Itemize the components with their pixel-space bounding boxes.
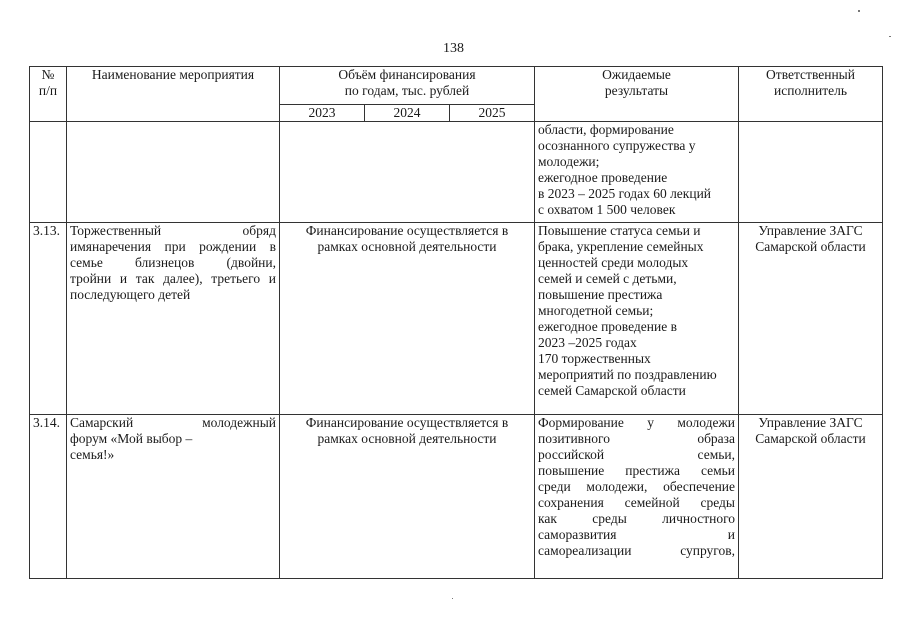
page-number: 138 (443, 41, 464, 56)
row-results: Формирование у молодежи позитивного образа российской семьи, повышение престижа семьи среди молодежи, обеспечение сохранения семейной среды как среды личностного саморазвития и самореализации супругов, (535, 415, 739, 579)
col-header-name: Наименование мероприятия (67, 67, 280, 122)
row-name: Самарский молодежный форум «Мой выбор – семья!» (67, 415, 280, 579)
table-row (30, 122, 883, 223)
table-row (30, 223, 883, 415)
scan-speck (889, 36, 891, 37)
row-responsible: Управление ЗАГС Самарской области (739, 415, 883, 579)
scan-speck (452, 598, 453, 599)
col-header-results: Ожидаемые результаты (535, 67, 739, 122)
row-num: 3.14. (30, 415, 67, 579)
row-name (67, 122, 280, 223)
row-responsible: Управление ЗАГС Самарской области (739, 223, 883, 415)
year-2024: 2024 (365, 105, 450, 122)
row-results: Повышение статуса семьи и брака, укрепление семейных ценностей среди молодых семей и семей с детьми, повышение престижа многодетной семьи; ежегодное проведение в 2023 –2025 годах 170 торжественных мероприятий по поздравлению семей Самарской области (535, 223, 739, 415)
year-2025: 2025 (450, 105, 535, 122)
row-funding (280, 122, 535, 223)
row-name: Торжественный обряд имянаречения при рождении в семье близнецов (двойни, тройни и так далее), третьего и последующего детей (67, 223, 280, 415)
row-results: области, формирование осознанного супружества у молодежи; ежегодное проведение в 2023 – 2025 годах 60 лекций с охватом 1 500 человек (535, 122, 739, 223)
col-header-funding: Объём финансирования по годам, тыс. рублей (280, 67, 535, 105)
row-responsible (739, 122, 883, 223)
row-num: 3.13. (30, 223, 67, 415)
row-funding: Финансирование осуществляется в рамках основной деятельности (280, 415, 535, 579)
events-table (29, 66, 883, 579)
col-header-responsible: Ответственный исполнитель (739, 67, 883, 122)
row-funding: Финансирование осуществляется в рамках основной деятельности (280, 223, 535, 415)
year-2023: 2023 (280, 105, 365, 122)
table-row (30, 415, 883, 579)
col-header-num: № п/п (30, 67, 67, 122)
row-num (30, 122, 67, 223)
header-row (30, 67, 883, 105)
scan-speck (858, 10, 860, 12)
